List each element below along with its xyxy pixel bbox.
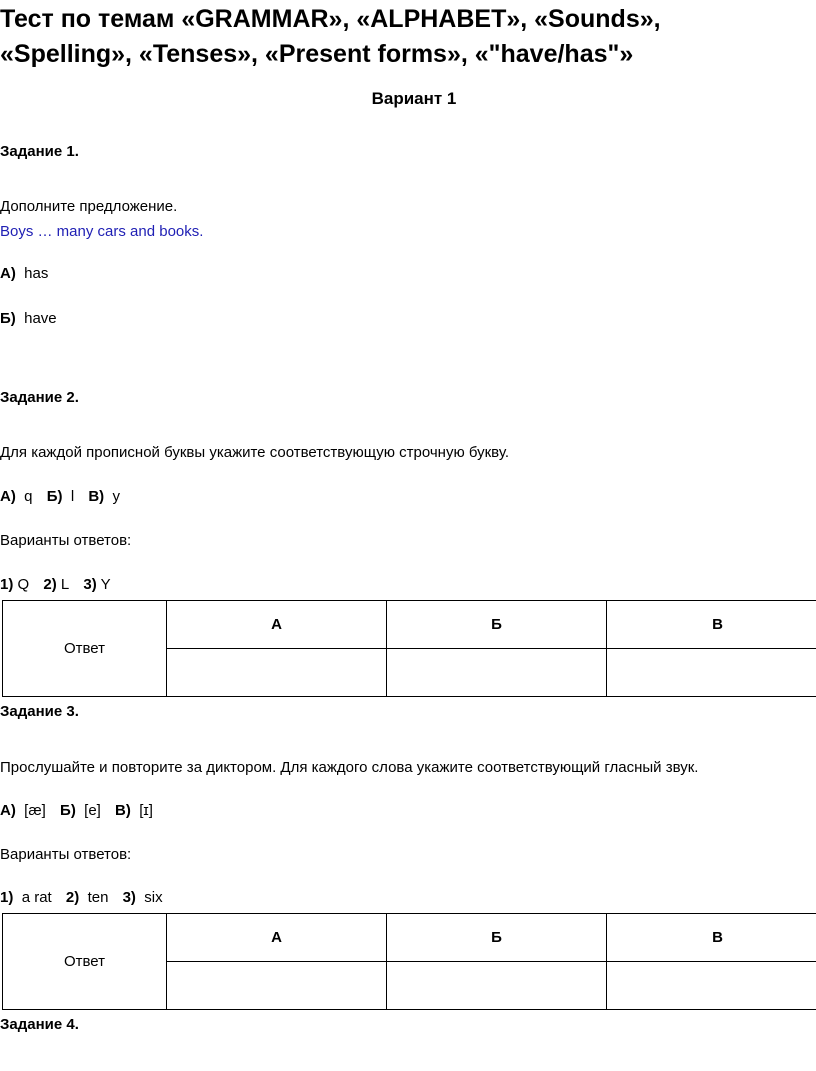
item-text: q	[24, 488, 33, 505]
answer-cell-a[interactable]	[167, 649, 387, 697]
column-header-a: А	[167, 601, 387, 649]
task3-answers-label: Варианты ответов:	[0, 846, 132, 863]
task1-option-a[interactable]	[0, 265, 48, 282]
option-text: has	[24, 265, 49, 282]
answer-text: six	[144, 889, 163, 906]
task4-heading: Задание 4.	[0, 1016, 79, 1033]
answer-text: L	[60, 576, 70, 593]
task1-option-b[interactable]	[0, 310, 57, 327]
answer-num: 1)	[0, 889, 14, 906]
item-text: [ɪ]	[139, 802, 153, 819]
answer-num: 2)	[65, 889, 80, 906]
option-letter: А)	[0, 265, 16, 282]
task2-instruction: Для каждой прописной буквы укажите соответствующую строчную букву.	[0, 444, 509, 461]
answer-num: 3)	[122, 889, 136, 906]
answer-text: Q	[17, 576, 30, 593]
item-letter: В)	[88, 488, 105, 505]
item-letter: Б)	[46, 488, 63, 505]
item-letter: А)	[0, 488, 16, 505]
task2-answers	[0, 576, 111, 593]
column-header-a: А	[167, 914, 387, 962]
task2-answers-label: Варианты ответов:	[0, 532, 132, 549]
item-text: l	[70, 488, 75, 505]
task3-answer-table	[2, 913, 816, 1010]
task1-heading: Задание 1.	[0, 143, 79, 160]
answer-num: 3)	[83, 576, 97, 593]
title-line-2: «Spelling», «Tenses», «Present forms», «"have/has"»	[0, 40, 634, 68]
column-header-v: В	[607, 601, 816, 649]
task3-heading: Задание 3.	[0, 703, 79, 720]
item-letter: Б)	[60, 802, 76, 819]
answer-row-label: Ответ	[3, 601, 167, 697]
answer-text: ten	[87, 889, 109, 906]
answer-text: Y	[100, 576, 111, 593]
item-text: [e]	[84, 802, 101, 819]
answer-num: 1)	[0, 576, 14, 593]
task2-items	[0, 488, 120, 505]
item-text: [æ]	[24, 802, 46, 819]
item-text: y	[112, 488, 120, 505]
option-letter: Б)	[0, 310, 16, 327]
answer-row-label: Ответ	[3, 914, 167, 1010]
answer-num: 2)	[43, 576, 57, 593]
task3-answers	[0, 889, 163, 906]
task1-instruction: Дополните предложение.	[0, 198, 178, 215]
title-line-1: Тест по темам «GRAMMAR», «ALPHABET», «Sounds»,	[0, 5, 661, 33]
option-text: have	[24, 310, 57, 327]
task3-items	[0, 802, 153, 819]
item-letter: В)	[115, 802, 131, 819]
variant-heading: Вариант 1	[371, 89, 457, 108]
answer-cell-b[interactable]	[387, 962, 607, 1010]
answer-cell-v[interactable]	[607, 649, 816, 697]
task3-instruction: Прослушайте и повторите за диктором. Для каждого слова укажите соответствующий гласный звук.	[0, 759, 699, 776]
task2-answer-table	[2, 600, 816, 697]
column-header-v: В	[607, 914, 816, 962]
column-header-b: Б	[387, 601, 607, 649]
item-letter: А)	[0, 802, 16, 819]
answer-cell-a[interactable]	[167, 962, 387, 1010]
answer-text: a rat	[21, 889, 52, 906]
task2-heading: Задание 2.	[0, 389, 79, 406]
answer-cell-b[interactable]	[387, 649, 607, 697]
answer-cell-v[interactable]	[607, 962, 816, 1010]
column-header-b: Б	[387, 914, 607, 962]
task1-sentence: Boys … many cars and books.	[0, 223, 204, 240]
